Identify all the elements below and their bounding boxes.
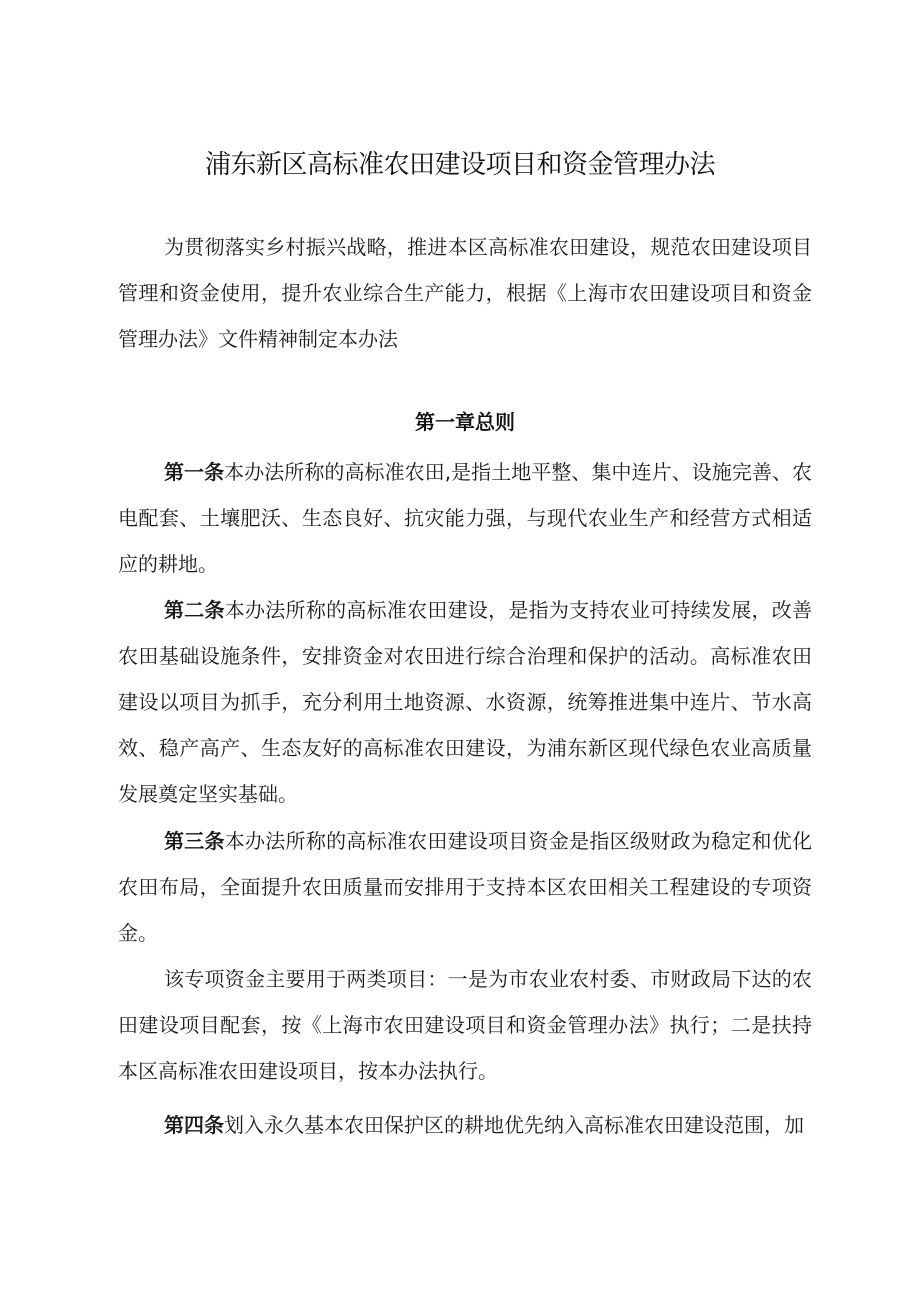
article-1-paragraph bbox=[118, 449, 812, 587]
article-2-label: 第二条 bbox=[164, 598, 225, 622]
article-4-text: 划入永久基本农田保护区的耕地优先纳入高标准农田建设范围，加 bbox=[224, 1113, 804, 1137]
chapter-heading: 第一章总则 bbox=[415, 410, 515, 434]
article-4-label: 第四条 bbox=[164, 1113, 224, 1137]
article-3-text: 本办法所称的高标准农田建设项目资金是指区级财政为稳定和优化农田布局，全面提升农田质量而安排用于支持本区农田相关工程建设的专项资金。 bbox=[118, 829, 813, 945]
article-3-continuation-paragraph bbox=[118, 956, 812, 1094]
article-2-text: 本办法所称的高标准农田建设，是指为支持农业可持续发展，改善农田基础设施条件，安排资金对农田进行综合治理和保护的活动。高标准农田建设以项目为抓手，充分利用土地资源、水资源，统筹推进集中连片、节水高效、稳产高产、生态友好的高标准农田建设，为浦东新区现代绿色农业高质量发展奠定坚实基础。 bbox=[118, 598, 813, 806]
article-2-paragraph bbox=[118, 587, 812, 817]
article-3-label: 第三条 bbox=[164, 829, 225, 853]
preamble-paragraph: 为贯彻落实乡村振兴战略，推进本区高标准农田建设，规范农田建设项目管理和资金使用，提升农业综合生产能力，根据《上海市农田建设项目和资金管理办法》文件精神制定本办法 bbox=[118, 235, 812, 351]
article-3-continuation-text: 该专项资金主要用于两类项目：一是为市农业农村委、市财政局下达的农田建设项目配套，按《上海市农田建设项目和资金管理办法》执行；二是扶持本区高标准农田建设项目，按本办法执行。 bbox=[118, 967, 812, 1083]
document-title: 浦东新区高标准农田建设项目和资金管理办法 bbox=[204, 150, 715, 180]
article-1-label: 第一条 bbox=[164, 460, 225, 484]
article-4-paragraph bbox=[118, 1102, 812, 1148]
article-1-text: 本办法所称的高标准农田,是指土地平整、集中连片、设施完善、农电配套、土壤肥沃、生态良好、抗灾能力强，与现代农业生产和经营方式相适应的耕地。 bbox=[118, 460, 813, 576]
article-3-paragraph bbox=[118, 818, 812, 956]
